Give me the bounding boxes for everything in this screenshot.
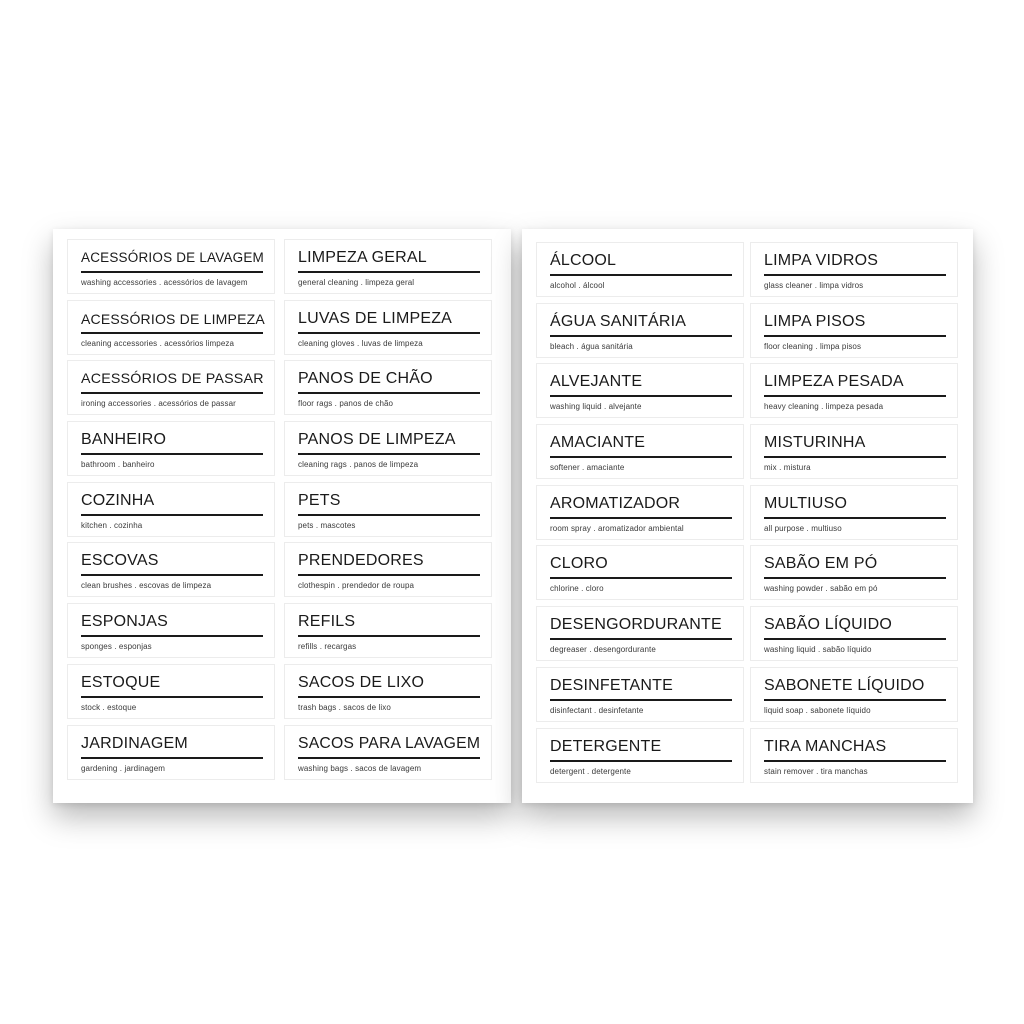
label-title: ÁLCOOL — [550, 252, 617, 269]
label-underline — [298, 514, 480, 516]
label-title: JARDINAGEM — [81, 734, 188, 752]
label-sticker — [67, 603, 275, 658]
label-grid — [536, 242, 958, 783]
label-sheet-right — [522, 229, 973, 803]
label-title: DETERGENTE — [550, 737, 662, 755]
label-subtitle: cleaning accessories . acessórios limpeza — [81, 338, 235, 348]
label-underline — [550, 638, 732, 640]
label-underline — [764, 274, 946, 276]
label-title: COZINHA — [81, 491, 155, 509]
label-title: PANOS DE CHÃO — [298, 370, 433, 388]
label-subtitle: stock . estoque — [81, 702, 137, 712]
label-title: ÁGUA SANITÁRIA — [550, 312, 687, 330]
label-subtitle: gardening . jardinagem — [81, 763, 166, 773]
label-sticker — [67, 360, 275, 415]
label-underline — [550, 577, 732, 579]
label-underline — [81, 635, 263, 637]
label-title: ACESSÓRIOS DE LIMPEZA — [81, 310, 265, 327]
label-title: LIMPEZA PESADA — [764, 373, 904, 391]
label-subtitle: mix . mistura — [764, 463, 811, 473]
label-sticker — [536, 485, 744, 540]
label-sticker — [536, 424, 744, 479]
label-underline — [298, 635, 480, 637]
label-title: SABÃO EM PÓ — [764, 555, 878, 573]
label-sticker — [284, 725, 492, 780]
label-sticker — [284, 300, 492, 355]
label-sticker — [67, 725, 275, 780]
label-title: ACESSÓRIOS DE LAVAGEM — [81, 250, 264, 265]
label-sticker — [750, 545, 958, 600]
label-sticker — [284, 603, 492, 658]
label-sticker — [536, 606, 744, 661]
label-sticker — [67, 542, 275, 597]
label-grid — [67, 239, 492, 780]
label-sticker — [536, 303, 744, 358]
label-underline — [550, 517, 732, 519]
label-underline — [550, 395, 732, 397]
label-underline — [298, 757, 480, 759]
label-sticker — [284, 360, 492, 415]
label-sticker — [750, 728, 958, 783]
label-underline — [81, 392, 263, 394]
label-title: CLORO — [550, 555, 608, 573]
label-title: DESINFETANTE — [550, 676, 674, 694]
label-underline — [764, 335, 946, 337]
label-underline — [298, 332, 480, 334]
label-subtitle: washing liquid . sabão líquido — [764, 645, 872, 655]
label-sticker — [750, 606, 958, 661]
label-subtitle: bleach . água sanitária — [550, 341, 633, 351]
label-underline — [764, 760, 946, 762]
label-title: SACOS DE LIXO — [298, 673, 425, 691]
label-underline — [764, 699, 946, 701]
label-sticker — [67, 421, 275, 476]
label-underline — [81, 332, 263, 334]
label-sheet-left — [53, 229, 511, 803]
label-sticker — [536, 728, 744, 783]
label-sticker — [750, 485, 958, 540]
label-underline — [81, 696, 263, 698]
label-subtitle: disinfectant . desinfetante — [550, 705, 644, 715]
label-underline — [81, 574, 263, 576]
label-sticker — [536, 545, 744, 600]
label-sticker — [67, 239, 275, 294]
label-sticker — [284, 542, 492, 597]
label-subtitle: washing bags . sacos de lavagem — [298, 763, 422, 773]
label-title: PETS — [298, 491, 341, 509]
label-sticker — [284, 239, 492, 294]
label-subtitle: kitchen . cozinha — [81, 520, 143, 530]
label-underline — [81, 271, 263, 273]
label-subtitle: stain remover . tira manchas — [764, 766, 868, 776]
label-sticker — [536, 363, 744, 418]
label-title: DESENGORDURANTE — [550, 616, 722, 634]
label-subtitle: washing liquid . alvejante — [550, 402, 642, 412]
label-sticker — [750, 303, 958, 358]
label-underline — [298, 392, 480, 394]
label-sticker — [750, 363, 958, 418]
label-sticker — [284, 421, 492, 476]
label-title: SACOS PARA LAVAGEM — [298, 734, 481, 752]
label-underline — [764, 456, 946, 458]
label-sticker — [750, 242, 958, 297]
label-title: REFILS — [298, 613, 356, 631]
label-subtitle: heavy cleaning . limpeza pesada — [764, 402, 884, 412]
label-subtitle: refills . recargas — [298, 642, 357, 652]
label-title: ESTOQUE — [81, 673, 161, 691]
label-subtitle: cleaning rags . panos de limpeza — [298, 460, 419, 470]
label-subtitle: clean brushes . escovas de limpeza — [81, 581, 212, 591]
label-subtitle: chlorine . cloro — [550, 584, 604, 594]
label-subtitle: softener . amaciante — [550, 463, 625, 473]
label-title: PRENDEDORES — [298, 552, 424, 570]
label-underline — [81, 453, 263, 455]
label-title: PANOS DE LIMPEZA — [298, 431, 456, 449]
label-subtitle: sponges . esponjas — [81, 642, 152, 652]
label-underline — [550, 274, 732, 276]
label-underline — [764, 577, 946, 579]
label-subtitle: floor cleaning . limpa pisos — [764, 341, 862, 351]
label-underline — [764, 638, 946, 640]
label-sticker — [750, 667, 958, 722]
label-subtitle: liquid soap . sabonete líquido — [764, 705, 871, 715]
label-underline — [81, 514, 263, 516]
label-subtitle: ironing accessories . acessórios de passar — [81, 399, 236, 409]
label-subtitle: cleaning gloves . luvas de limpeza — [298, 338, 423, 348]
label-subtitle: degreaser . desengordurante — [550, 645, 656, 655]
label-sticker — [67, 482, 275, 537]
label-title: ALVEJANTE — [550, 373, 643, 391]
label-subtitle: room spray . aromatizador ambiental — [550, 523, 684, 533]
label-underline — [550, 456, 732, 458]
label-underline — [550, 699, 732, 701]
label-subtitle: glass cleaner . limpa vidros — [764, 281, 864, 290]
label-sticker — [67, 664, 275, 719]
label-subtitle: clothespin . prendedor de roupa — [298, 581, 415, 591]
label-subtitle: alcohol . álcool — [550, 281, 605, 290]
label-underline — [298, 574, 480, 576]
label-title: ESCOVAS — [81, 552, 159, 570]
label-subtitle: trash bags . sacos de lixo — [298, 702, 391, 712]
label-title: ESPONJAS — [81, 613, 168, 631]
label-underline — [550, 760, 732, 762]
label-title: LUVAS DE LIMPEZA — [298, 309, 453, 327]
label-underline — [298, 696, 480, 698]
label-subtitle: all purpose . multiuso — [764, 523, 842, 533]
label-subtitle: washing accessories . acessórios de lavagem — [81, 278, 248, 287]
label-title: SABONETE LÍQUIDO — [764, 676, 925, 694]
label-title: MULTIUSO — [764, 494, 848, 512]
label-subtitle: pets . mascotes — [298, 520, 356, 530]
label-subtitle: detergent . detergente — [550, 766, 631, 776]
label-title: LIMPA VIDROS — [764, 252, 879, 269]
label-sticker — [284, 664, 492, 719]
label-title: AROMATIZADOR — [550, 494, 681, 512]
label-sticker — [536, 667, 744, 722]
label-subtitle: washing powder . sabão em pó — [764, 584, 878, 594]
label-underline — [81, 757, 263, 759]
label-sticker — [67, 300, 275, 355]
label-sticker — [284, 482, 492, 537]
label-title: MISTURINHA — [764, 434, 866, 452]
label-subtitle: general cleaning . limpeza geral — [298, 278, 415, 287]
label-subtitle: floor rags . panos de chão — [298, 399, 394, 409]
label-underline — [764, 517, 946, 519]
label-underline — [550, 335, 732, 337]
label-sticker — [750, 424, 958, 479]
label-title: ACESSÓRIOS DE PASSAR — [81, 371, 264, 388]
label-sticker — [536, 242, 744, 297]
label-underline — [298, 271, 480, 273]
label-subtitle: bathroom . banheiro — [81, 460, 155, 470]
label-title: BANHEIRO — [81, 431, 167, 449]
label-underline — [298, 453, 480, 455]
label-title: TIRA MANCHAS — [764, 737, 887, 755]
label-title: AMACIANTE — [550, 434, 646, 452]
label-title: LIMPEZA GERAL — [298, 249, 427, 266]
label-title: LIMPA PISOS — [764, 312, 866, 330]
label-title: SABÃO LÍQUIDO — [764, 616, 892, 634]
label-underline — [764, 395, 946, 397]
